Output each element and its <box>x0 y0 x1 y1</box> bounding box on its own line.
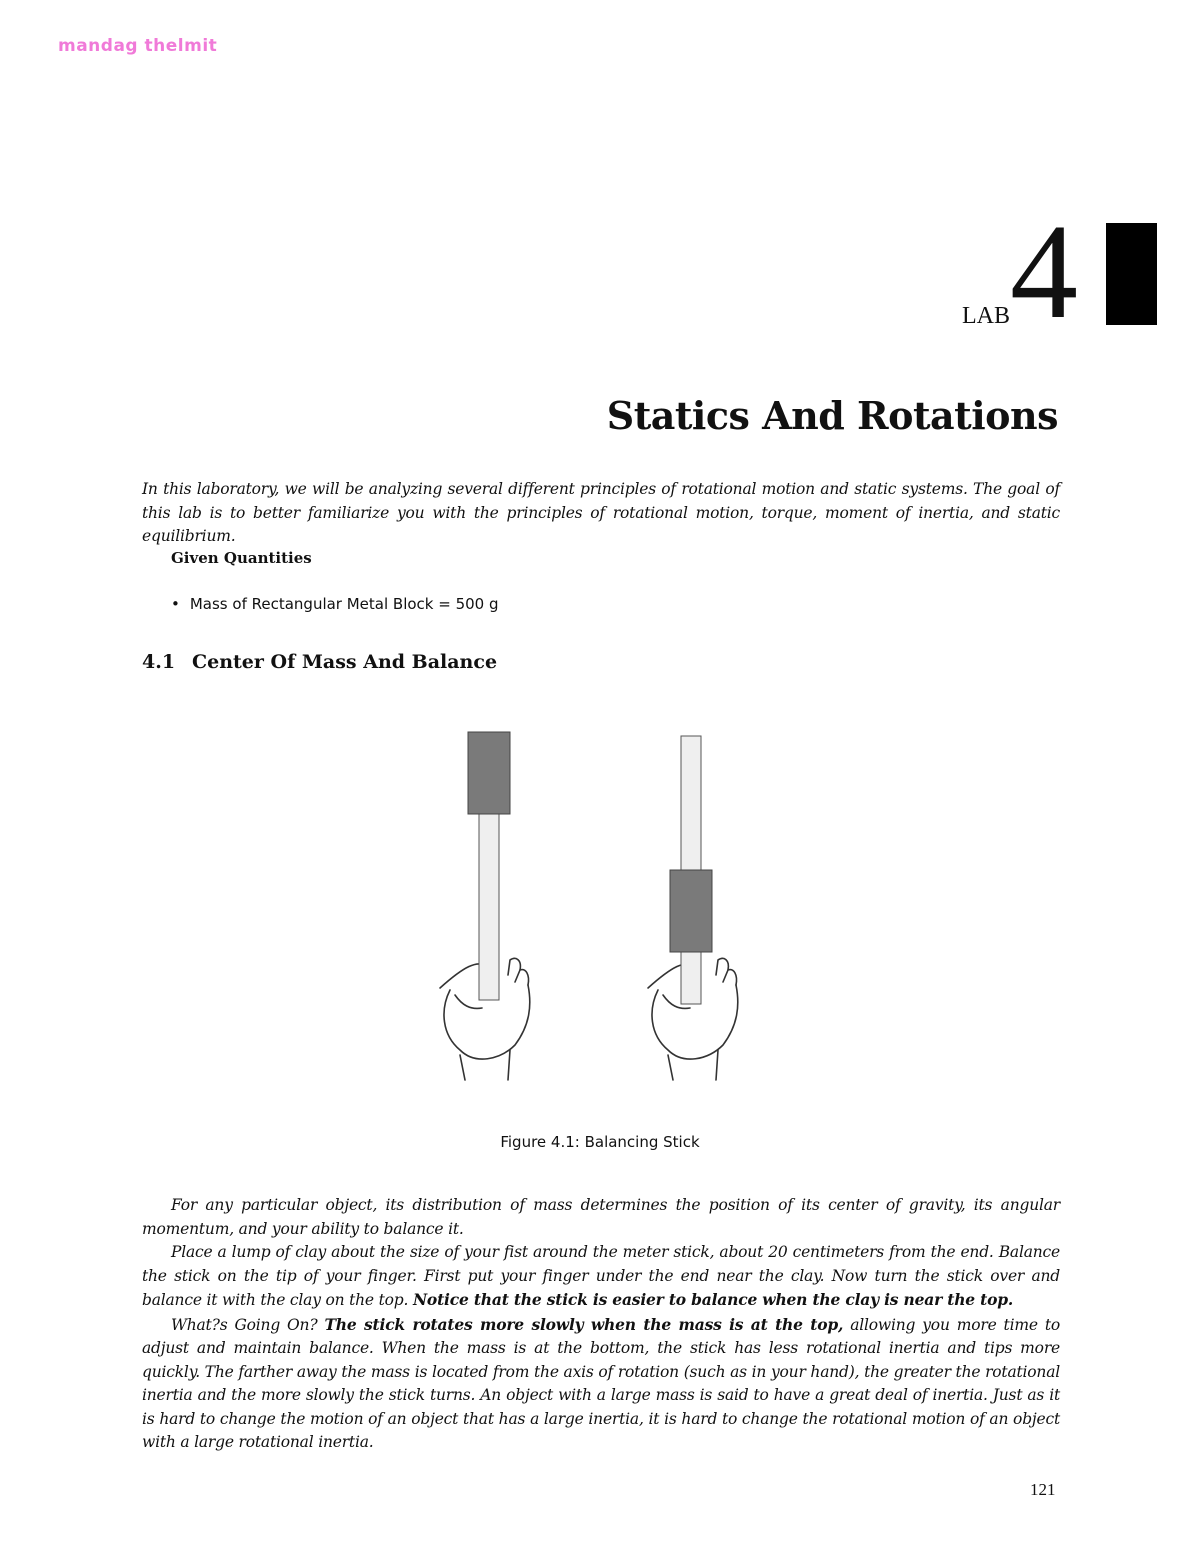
chapter-tab-block <box>1106 223 1157 325</box>
page-number: 121 <box>1030 1480 1056 1499</box>
section-heading <box>142 651 497 673</box>
section-number: 4.1 <box>142 651 176 673</box>
balancing-stick-illustration <box>430 720 780 1100</box>
intro-paragraph: In this laboratory, we will be analyzing several different principles of rotational motion and static systems. The goal of this lab is to better familiarize you with the principles of rotational motion, torque, moment of inertia, and static equilibrium. <box>142 480 1060 545</box>
right-mass-block <box>670 870 712 952</box>
given-quantity-item: • Mass of Rectangular Metal Block = 500 g <box>171 595 499 613</box>
lab-label: LAB <box>962 303 1010 329</box>
given-quantities-list <box>171 595 499 613</box>
paragraph-3 <box>142 1313 1060 1455</box>
paragraph-2-text: Place a lump of clay about the size of your fist around the meter stick, about 20 centimeters from the end. Balance the stick on the tip of your finger. First put your finger under the end near the clay. Now turn the stick over and balance it with the clay on the top. <box>142 1243 1060 1309</box>
paragraph-3-text: allowing you more time to adjust and maintain balance. When the mass is at the bottom, the stick has less rotational inertia and tips more quickly. The farther away the mass is located from the axis of rotation (such as in your hand), the greater the rotational inertia and the more slowly the stick turns. An object with a large mass is said to have a great deal of inertia. Just as it is hard to change the motion of an object that has a large inertia, it is hard to change the rotational motion of an object with a large rotational inertia. <box>142 1315 1060 1451</box>
body-text <box>142 1194 1060 1455</box>
paragraph-3-lead: What?s Going On? <box>171 1315 325 1334</box>
paragraph-1: For any particular object, its distribution of mass determines the position of its center of gravity, its angular momentum, and your ability to balance it. <box>142 1196 1060 1238</box>
balancing-stick-figure <box>430 720 780 1100</box>
paragraph-3-emphasis: The stick rotates more slowly when the mass is at the top, <box>324 1314 844 1334</box>
given-quantities-heading: Given Quantities <box>171 549 312 567</box>
lab-number: 4 <box>1010 197 1078 347</box>
watermark: mandag thelmit <box>58 36 218 56</box>
chapter-title: Statics And Rotations <box>606 393 1058 438</box>
paragraph-2 <box>142 1241 1060 1313</box>
section-title: Center Of Mass And Balance <box>192 651 498 673</box>
paragraph-2-emphasis: Notice that the stick is easier to balance when the clay is near the top. <box>412 1290 1014 1309</box>
figure-caption: Figure 4.1: Balancing Stick <box>500 1133 700 1151</box>
left-mass-block <box>468 732 510 814</box>
left-stick <box>479 810 499 1000</box>
